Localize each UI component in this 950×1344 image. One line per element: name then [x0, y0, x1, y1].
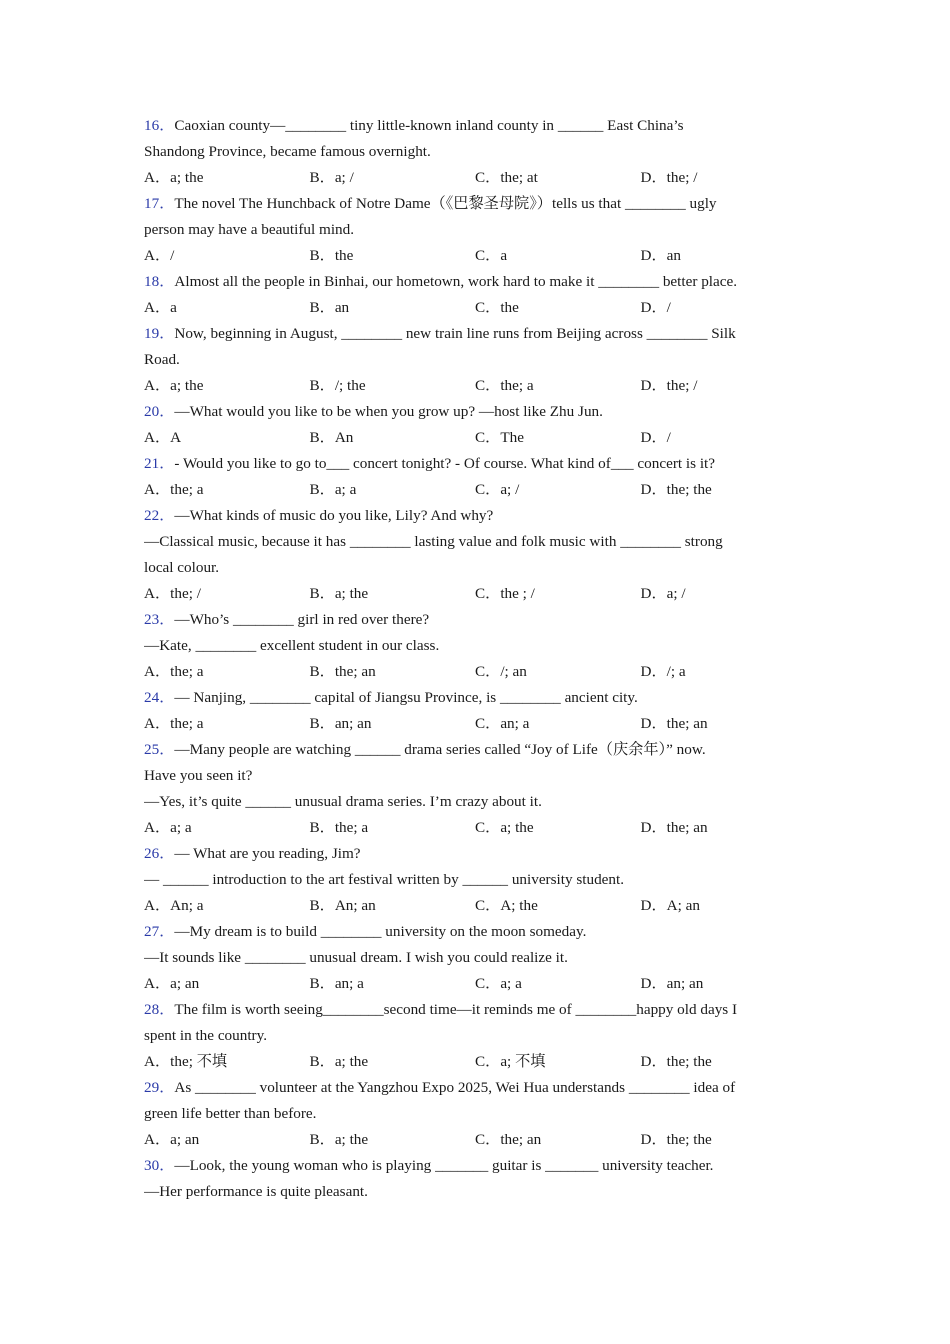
question [144, 321, 804, 399]
question [144, 685, 804, 737]
answer-option[interactable]: B．An [309, 429, 354, 446]
answer-option[interactable]: C．the ; / [475, 585, 535, 602]
question-line [144, 841, 804, 867]
question [144, 113, 804, 191]
answer-option[interactable]: B．a; a [309, 481, 357, 498]
question-number: 30． [144, 1157, 175, 1174]
question-number: 17． [144, 195, 175, 212]
question-text: —My dream is to build ________ university on the moon someday. [174, 923, 587, 940]
question-text: —It sounds like ________ unusual dream. I wish you could realize it. [144, 949, 568, 966]
question-line [144, 555, 804, 581]
answer-option[interactable]: C．the [475, 299, 519, 316]
question-line [144, 919, 804, 945]
options-row [144, 165, 804, 191]
question-number: 16． [144, 117, 175, 134]
question-line [144, 607, 804, 633]
answer-option[interactable]: A．a; an [144, 975, 200, 992]
answer-option[interactable]: A．the; a [144, 663, 204, 680]
options-row [144, 1127, 804, 1153]
question-text: person may have a beautiful mind. [144, 221, 355, 238]
question-line [144, 321, 804, 347]
answer-option[interactable]: C．the; an [475, 1131, 542, 1148]
question-line [144, 217, 804, 243]
question [144, 451, 804, 503]
options-row [144, 477, 804, 503]
question-text: —Classical music, because it has ________ lasting value and folk music with ________ strong [144, 533, 723, 550]
question-text: — ______ introduction to the art festival written by ______ university student. [144, 871, 625, 888]
answer-option[interactable]: A．the; a [144, 481, 204, 498]
answer-option[interactable]: B．an; a [309, 975, 364, 992]
answer-option[interactable]: A．the; a [144, 715, 204, 732]
answer-option[interactable]: A．An; a [144, 897, 204, 914]
question-line [144, 737, 804, 763]
answer-option[interactable]: D．the; the [640, 1131, 712, 1148]
answer-option[interactable]: D．the; the [640, 481, 712, 498]
answer-option[interactable]: A．a; the [144, 377, 204, 394]
question-line [144, 789, 804, 815]
question-text: Now, beginning in August, ________ new train line runs from Beijing across ________ Silk [174, 325, 736, 342]
question-text: —What kinds of music do you like, Lily? And why? [174, 507, 494, 524]
answer-option[interactable]: C．a [475, 247, 508, 264]
question-line [144, 633, 804, 659]
question-text: Almost all the people in Binhai, our hometown, work hard to make it ________ better place. [174, 273, 738, 290]
question-text: - Would you like to go to___ concert tonight? - Of course. What kind of___ concert is it? [174, 455, 715, 472]
answer-option[interactable]: C．a; the [475, 819, 534, 836]
question [144, 607, 804, 685]
options-row [144, 893, 804, 919]
question-number: 27． [144, 923, 175, 940]
question-line [144, 269, 804, 295]
answer-option[interactable]: D．the; an [640, 819, 708, 836]
answer-option[interactable]: A．A [144, 429, 182, 446]
question-text: —Her performance is quite pleasant. [144, 1183, 368, 1200]
answer-option[interactable]: B．an [309, 299, 350, 316]
answer-option[interactable]: C．a; a [475, 975, 522, 992]
question-line [144, 1075, 804, 1101]
question-list [144, 113, 804, 1205]
answer-option[interactable]: A．the; / [144, 585, 201, 602]
answer-option[interactable]: C．the; a [475, 377, 534, 394]
answer-option[interactable]: D．the; the [640, 1053, 712, 1070]
question-number: 19． [144, 325, 175, 342]
question-text: — Nanjing, ________ capital of Jiangsu Province, is ________ ancient city. [174, 689, 638, 706]
question-text: —Kate, ________ excellent student in our class. [144, 637, 440, 654]
options-row [144, 581, 804, 607]
answer-option[interactable]: A．a; the [144, 169, 204, 186]
question-line [144, 685, 804, 711]
answer-option[interactable]: B．an; an [309, 715, 372, 732]
question-line [144, 1179, 804, 1205]
question-line [144, 139, 804, 165]
answer-option[interactable]: A．/ [144, 247, 175, 264]
question-text: Road. [144, 351, 180, 368]
question-line [144, 945, 804, 971]
answer-option[interactable]: B．the; an [309, 663, 376, 680]
answer-option[interactable]: D．the; / [640, 377, 698, 394]
answer-option[interactable]: D．/ [640, 429, 671, 446]
answer-option[interactable]: D．/; a [640, 663, 686, 680]
answer-option[interactable]: C．a; 不填 [475, 1053, 546, 1070]
answer-option[interactable]: D．an; an [640, 975, 704, 992]
answer-option[interactable]: B．a; / [309, 169, 354, 186]
answer-option[interactable]: B．a; the [309, 1053, 369, 1070]
options-row [144, 815, 804, 841]
question [144, 1075, 804, 1153]
question-text: As ________ volunteer at the Yangzhou Expo 2025, Wei Hua understands ________ idea of [174, 1079, 736, 1096]
question-number: 23． [144, 611, 175, 628]
answer-option[interactable]: A．a; a [144, 819, 192, 836]
answer-option[interactable]: D．a; / [640, 585, 686, 602]
question-number: 24． [144, 689, 175, 706]
answer-option[interactable]: D．an [640, 247, 681, 264]
answer-option[interactable]: C．a; / [475, 481, 520, 498]
question-line [144, 347, 804, 373]
question-text: —Yes, it’s quite ______ unusual drama series. I’m crazy about it. [144, 793, 542, 810]
answer-option[interactable]: D．/ [640, 299, 671, 316]
question-number: 18． [144, 273, 175, 290]
question-line [144, 399, 804, 425]
question-number: 28． [144, 1001, 175, 1018]
answer-option[interactable]: A．a; an [144, 1131, 200, 1148]
question-line [144, 529, 804, 555]
question-text: —Many people are watching ______ drama series called “Joy of Life（庆余年）” now. [174, 741, 706, 758]
question-text: The film is worth seeing________second time—it reminds me of ________happy old days I [174, 1001, 738, 1018]
answer-option[interactable]: D．the; an [640, 715, 708, 732]
question [144, 737, 804, 841]
question-line [144, 1153, 804, 1179]
answer-option[interactable]: A．the; 不填 [144, 1053, 228, 1070]
answer-option[interactable]: C．the; at [475, 169, 538, 186]
answer-option[interactable]: A．a [144, 299, 177, 316]
question-number: 29． [144, 1079, 175, 1096]
question [144, 191, 804, 269]
question-line [144, 1023, 804, 1049]
question [144, 841, 804, 919]
question-line [144, 451, 804, 477]
question-number: 20． [144, 403, 175, 420]
question-text: —Who’s ________ girl in red over there? [174, 611, 430, 628]
options-row [144, 425, 804, 451]
question-text: —Look, the young woman who is playing _______ guitar is _______ university teacher. [174, 1157, 714, 1174]
options-row [144, 373, 804, 399]
answer-option[interactable]: C．The [475, 429, 524, 446]
options-row [144, 295, 804, 321]
question-line [144, 1101, 804, 1127]
question-line [144, 763, 804, 789]
options-row [144, 243, 804, 269]
options-row [144, 1049, 804, 1075]
answer-option[interactable]: B．the [309, 247, 354, 264]
question-text: Have you seen it? [144, 767, 253, 784]
question [144, 1153, 804, 1205]
question-number: 21． [144, 455, 175, 472]
answer-option[interactable]: B．An; an [309, 897, 376, 914]
question-line [144, 191, 804, 217]
question-text: The novel The Hunchback of Notre Dame（《巴黎圣母院》）tells us that ________ ugly [174, 195, 717, 212]
question-text: — What are you reading, Jim? [174, 845, 361, 862]
question [144, 269, 804, 321]
answer-option[interactable]: C．an; a [475, 715, 530, 732]
answer-option[interactable]: C．A; the [475, 897, 538, 914]
question-line [144, 503, 804, 529]
question-line [144, 113, 804, 139]
question [144, 919, 804, 997]
question [144, 399, 804, 451]
options-row [144, 711, 804, 737]
answer-option[interactable]: B．/; the [309, 377, 366, 394]
question-text: —What would you like to be when you grow up? —host like Zhu Jun. [174, 403, 603, 420]
question-text: Caoxian county—________ tiny little-known inland county in ______ East China’s [174, 117, 684, 134]
answer-option[interactable]: D．the; / [640, 169, 698, 186]
question-number: 25． [144, 741, 175, 758]
question-text: green life better than before. [144, 1105, 317, 1122]
question [144, 503, 804, 607]
answer-option[interactable]: B．a; the [309, 1131, 369, 1148]
options-row [144, 659, 804, 685]
question-line [144, 867, 804, 893]
question-text: Shandong Province, became famous overnight. [144, 143, 431, 160]
question-number: 22． [144, 507, 175, 524]
options-row [144, 971, 804, 997]
answer-option[interactable]: C．/; an [475, 663, 527, 680]
answer-option[interactable]: B．a; the [309, 585, 369, 602]
question-text: spent in the country. [144, 1027, 268, 1044]
question [144, 997, 804, 1075]
answer-option[interactable]: B．the; a [309, 819, 369, 836]
question-number: 26． [144, 845, 175, 862]
answer-option[interactable]: D．A; an [640, 897, 700, 914]
question-text: local colour. [144, 559, 220, 576]
question-line [144, 997, 804, 1023]
